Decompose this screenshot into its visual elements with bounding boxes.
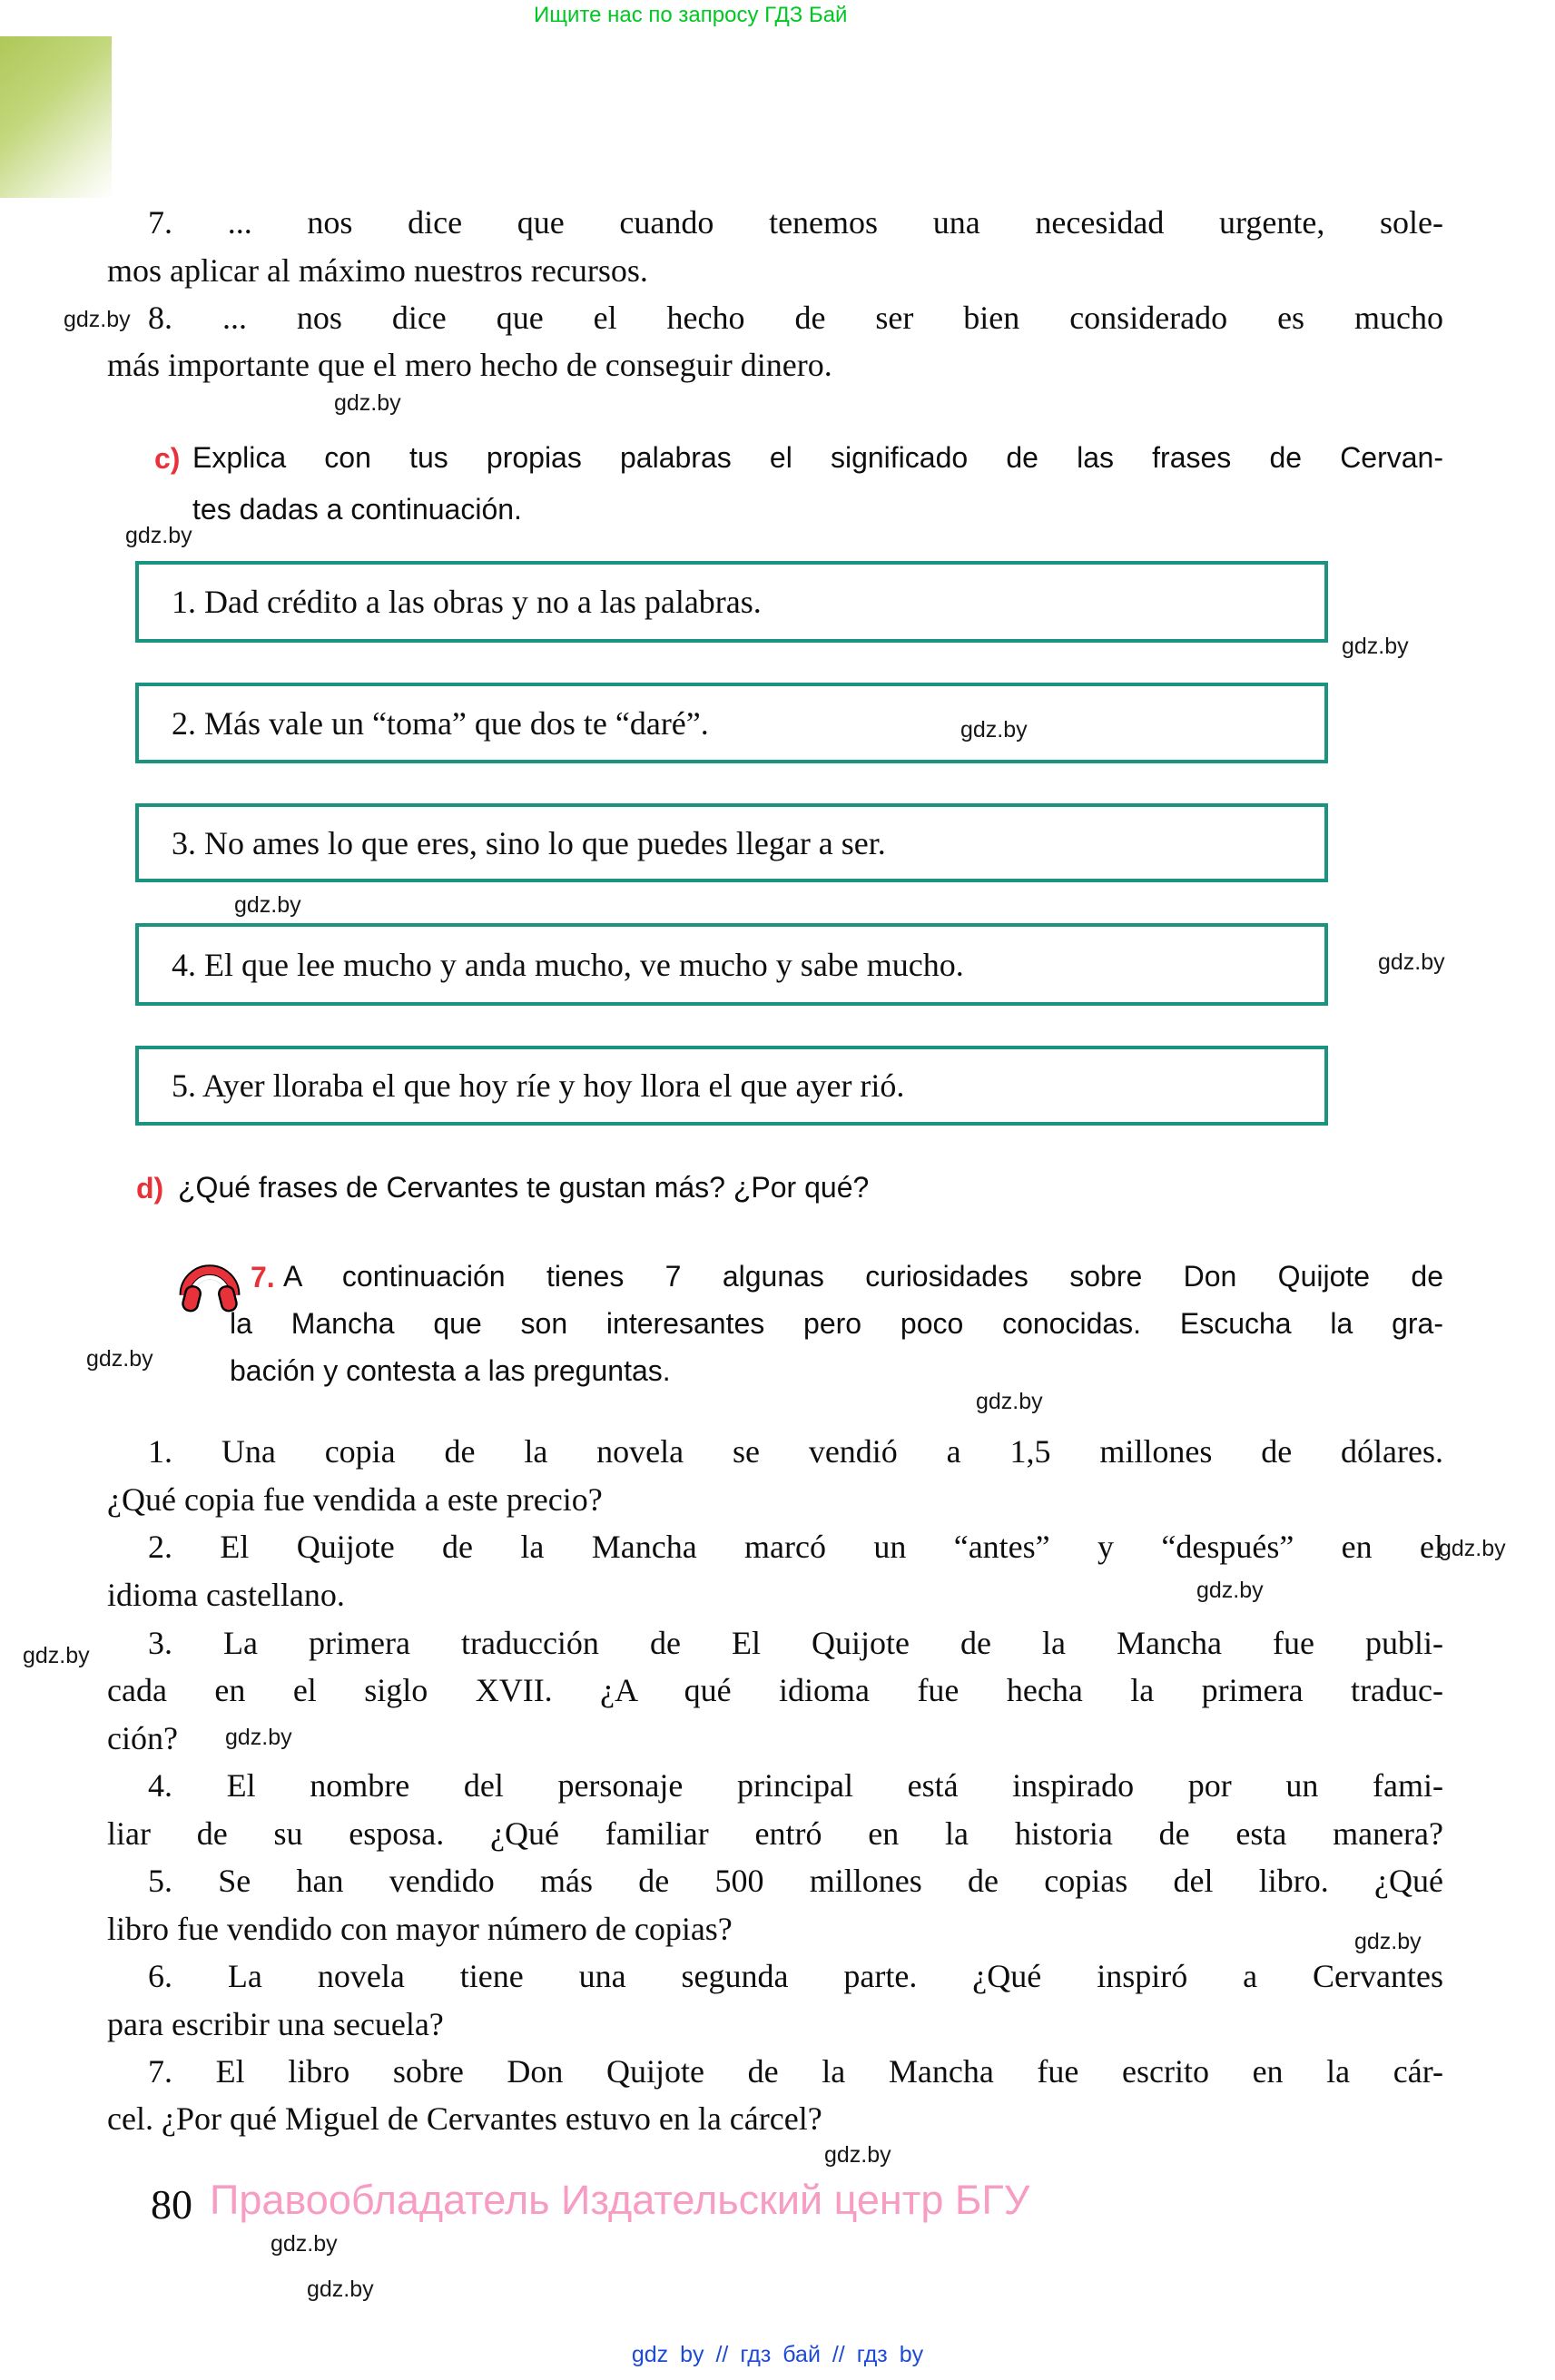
gdz-watermark: gdz.by bbox=[234, 892, 301, 918]
gdz-watermark: gdz.by bbox=[960, 717, 1028, 743]
gdz-watermark: gdz.by bbox=[1378, 949, 1445, 975]
gdz-watermark: gdz.by bbox=[1354, 1929, 1422, 1954]
quote-text: 1. Dad crédito a las obras y no a las palabras. bbox=[172, 584, 762, 620]
question-line: 3. La primera traducción de El Quijote de la Mancha fue publi- bbox=[148, 1625, 1443, 1661]
gdz-watermark: gdz.by bbox=[824, 2142, 891, 2168]
task-d-text: ¿Qué frases de Cervantes te gustan más? ¿Por qué? bbox=[178, 1171, 870, 1204]
question-line: cada en el siglo XVII. ¿A qué idioma fue hecha la primera traduc- bbox=[107, 1672, 1443, 1708]
quote-text: 5. Ayer lloraba el que hoy ríe y hoy llora el que ayer rió. bbox=[172, 1067, 905, 1104]
question-line: 1. Una copia de la novela se vendió a 1,5 millones de dólares. bbox=[148, 1433, 1443, 1470]
intro-line: 8. ... nos dice que el hecho de ser bien considerado es mucho bbox=[148, 300, 1443, 336]
task-7-number: 7. bbox=[251, 1261, 275, 1293]
question-line: 7. El libro sobre Don Quijote de la Mancha fue escrito en la cár- bbox=[148, 2053, 1443, 2090]
gdz-watermark: gdz.by bbox=[976, 1389, 1043, 1414]
gdz-watermark: gdz.by bbox=[1196, 1578, 1264, 1603]
quote-box bbox=[135, 1046, 1328, 1126]
quote-text: 2. Más vale un “toma” que dos te “daré”. bbox=[172, 704, 709, 742]
green-gradient-square bbox=[0, 36, 112, 198]
question-line: 2. El Quijote de la Mancha marcó un “antes” y “después” en el bbox=[148, 1529, 1443, 1565]
gdz-watermark: gdz.by bbox=[86, 1346, 153, 1372]
footer-links[interactable]: gdz by // гдз бай // гдз by bbox=[631, 2342, 924, 2367]
gdz-watermark: gdz.by bbox=[1439, 1536, 1506, 1561]
quote-box bbox=[135, 561, 1328, 643]
task-7-line: A continuación tienes 7 algunas curiosidades sobre Don Quijote de bbox=[283, 1260, 1443, 1293]
task-c-label: c) bbox=[154, 442, 181, 475]
question-line: libro fue vendido con mayor número de copias? bbox=[107, 1911, 733, 1947]
question-line: cel. ¿Por qué Miguel de Cervantes estuvo en la cárcel? bbox=[107, 2100, 822, 2137]
gdz-watermark: gdz.by bbox=[23, 1643, 90, 1668]
intro-line: mos aplicar al máximo nuestros recursos. bbox=[107, 252, 648, 289]
quote-text: 4. El que lee mucho y anda mucho, ve mucho y sabe mucho. bbox=[172, 946, 964, 983]
quote-box bbox=[135, 683, 1328, 763]
gdz-watermark: gdz.by bbox=[1342, 634, 1409, 659]
question-line: para escribir una secuela? bbox=[107, 2006, 444, 2042]
intro-line: más importante que el mero hecho de conseguir dinero. bbox=[107, 347, 832, 383]
task-7-line: bación y contesta a las preguntas. bbox=[230, 1354, 671, 1387]
task-c-line: Explica con tus propias palabras el significado de las frases de Cervan- bbox=[192, 441, 1443, 474]
question-line: 5. Se han vendido más de 500 millones de copias del libro. ¿Qué bbox=[148, 1863, 1443, 1899]
question-line: ción? bbox=[107, 1720, 178, 1756]
quote-text: 3. No ames lo que eres, sino lo que puedes llegar a ser. bbox=[172, 824, 886, 861]
question-line: liar de su esposa. ¿Qué familiar entró en la historia de esta manera? bbox=[107, 1815, 1443, 1852]
task-d-label: d) bbox=[136, 1172, 164, 1205]
gdz-watermark: gdz.by bbox=[225, 1725, 292, 1750]
page-number: 80 bbox=[151, 2181, 192, 2228]
top-banner-text: Ищите нас по запросу ГДЗ Бай bbox=[534, 3, 848, 27]
question-line: idioma castellano. bbox=[107, 1577, 345, 1613]
quote-box bbox=[135, 803, 1328, 882]
question-line: 6. La novela tiene una segunda parte. ¿Qué inspiró a Cervantes bbox=[148, 1958, 1443, 1994]
headphones-icon bbox=[178, 1258, 241, 1314]
task-c-line: tes dadas a continuación. bbox=[192, 493, 522, 526]
copyright-text: Правообладатель Издательский центр БГУ bbox=[210, 2177, 1030, 2223]
intro-line: 7. ... nos dice que cuando tenemos una necesidad urgente, sole- bbox=[148, 204, 1443, 241]
gdz-watermark: gdz.by bbox=[271, 2231, 338, 2257]
gdz-watermark: gdz.by bbox=[334, 390, 401, 416]
gdz-watermark: gdz.by bbox=[307, 2277, 374, 2302]
task-7-line: la Mancha que son interesantes pero poco conocidas. Escucha la gra- bbox=[230, 1307, 1443, 1340]
quote-box bbox=[135, 923, 1328, 1006]
question-line: 4. El nombre del personaje principal está inspirado por un fami- bbox=[148, 1767, 1443, 1804]
gdz-watermark: gdz.by bbox=[64, 307, 131, 332]
gdz-watermark: gdz.by bbox=[125, 523, 192, 548]
question-line: ¿Qué copia fue vendida a este precio? bbox=[107, 1481, 603, 1518]
